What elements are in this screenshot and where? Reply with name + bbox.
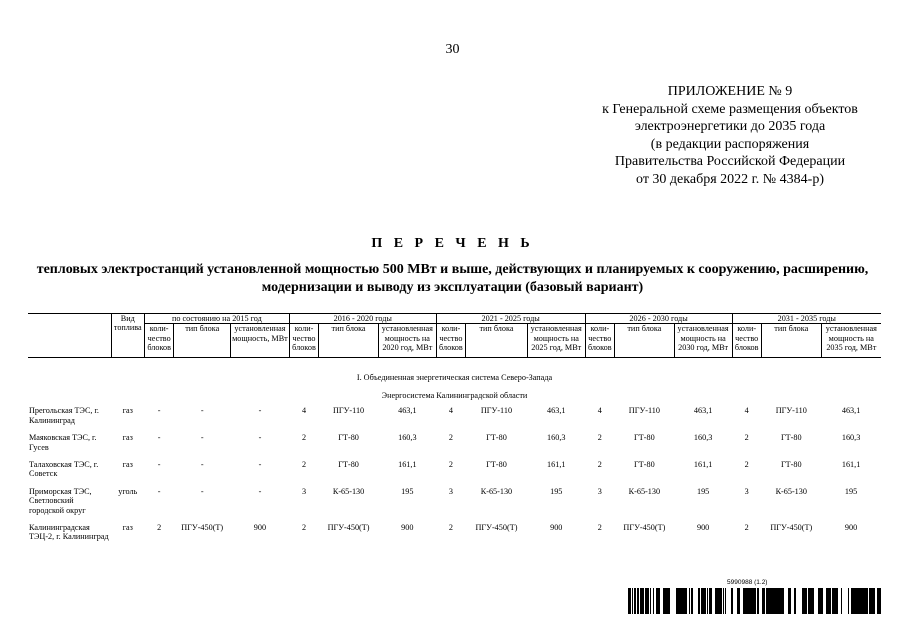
barcode-bar bbox=[628, 588, 629, 614]
barcode-bar bbox=[648, 588, 649, 614]
header-period: 2016 - 2020 годы bbox=[289, 314, 436, 324]
barcode-image bbox=[628, 588, 881, 614]
capacity-cell: 900 bbox=[550, 523, 563, 533]
barcode-bar bbox=[822, 588, 823, 614]
unit-type-cell: ПГУ-110 bbox=[775, 406, 807, 416]
capacity-cell: 900 bbox=[253, 523, 267, 533]
barcode-bar bbox=[777, 588, 780, 614]
barcode-bar bbox=[737, 588, 740, 614]
header-capacity: установленная мощность на 2030 год, МВт bbox=[674, 324, 732, 358]
barcode-bar bbox=[630, 588, 631, 614]
unit-count-cell: 2 bbox=[448, 433, 453, 443]
unit-type-cell: ГТ-80 bbox=[338, 433, 359, 443]
barcode-bar bbox=[757, 588, 758, 614]
document-title: П Е Р Е Ч Е Н Ь bbox=[371, 236, 534, 251]
barcode-bar bbox=[832, 588, 833, 614]
header-name-cell bbox=[28, 314, 111, 358]
barcode-bar bbox=[788, 588, 790, 614]
unit-count-cell: 2 bbox=[301, 433, 307, 443]
table-row bbox=[28, 487, 881, 523]
unit-count-cell: 4 bbox=[448, 406, 453, 416]
barcode-bar bbox=[758, 588, 759, 614]
barcode-bar bbox=[676, 588, 679, 614]
barcode-bar bbox=[782, 588, 784, 614]
barcode-bar bbox=[689, 588, 690, 614]
header-unit-type: тип блока bbox=[615, 324, 675, 358]
barcode-bar bbox=[710, 588, 711, 614]
barcode-bar bbox=[718, 588, 719, 614]
barcode-bar bbox=[780, 588, 781, 614]
header-capacity: установленная мощность, МВт bbox=[231, 324, 290, 358]
header-period: по состоянию на 2015 год bbox=[144, 314, 289, 324]
unit-count-cell: - bbox=[157, 486, 161, 496]
unit-type-cell: ГТ-80 bbox=[486, 460, 507, 470]
capacity-cell: 900 bbox=[696, 523, 710, 533]
barcode-bar bbox=[773, 588, 775, 614]
barcode-bar bbox=[721, 588, 722, 614]
barcode-bar bbox=[862, 588, 864, 614]
barcode-bar bbox=[770, 588, 771, 614]
unit-type-cell: ПГУ-450(Т) bbox=[475, 523, 518, 533]
appendix-line: (в редакции распоряжения bbox=[650, 136, 810, 152]
unit-count-cell: 2 bbox=[301, 523, 307, 533]
plant-name: Маяковская ТЭС, г. Гусев bbox=[29, 433, 97, 452]
barcode-bar bbox=[663, 588, 664, 614]
barcode-bar bbox=[679, 588, 680, 614]
barcode-bar bbox=[704, 588, 705, 614]
plant-name: Калининградская ТЭЦ-2, г. Калининград bbox=[29, 523, 109, 542]
unit-count-cell: 2 bbox=[744, 433, 749, 443]
unit-type-cell: - bbox=[200, 433, 204, 443]
barcode-bar bbox=[864, 588, 865, 614]
appendix-line: электроэнергетики до 2035 года bbox=[634, 119, 826, 134]
unit-count-cell: 2 bbox=[744, 460, 749, 470]
unit-count-cell: 2 bbox=[301, 460, 307, 470]
unit-count-cell: 4 bbox=[301, 406, 307, 416]
barcode-bar bbox=[686, 588, 687, 614]
unit-type-cell: ПГУ-450(Т) bbox=[770, 523, 813, 533]
unit-count-cell: 3 bbox=[448, 486, 453, 496]
barcode-bar bbox=[715, 588, 718, 614]
capacity-cell: 195 bbox=[844, 486, 858, 496]
barcode-bar bbox=[768, 588, 769, 614]
barcode-bar bbox=[665, 588, 667, 614]
header-unit-type: тип блока bbox=[319, 324, 379, 358]
header-capacity: установленная мощность на 2020 год, МВт bbox=[378, 324, 436, 358]
unit-count-cell: 2 bbox=[448, 460, 453, 470]
barcode-bar bbox=[834, 588, 835, 614]
fuel-type: газ bbox=[122, 460, 133, 470]
header-unit-count: коли-чество блоков bbox=[144, 324, 173, 358]
barcode-bar bbox=[841, 588, 842, 614]
header-unit-count: коли-чество блоков bbox=[289, 324, 318, 358]
unit-type-cell: К-65-130 bbox=[332, 486, 365, 496]
unit-count-cell: 2 bbox=[597, 433, 602, 443]
table-header bbox=[28, 314, 881, 358]
barcode-bar bbox=[637, 588, 638, 614]
capacity-cell: - bbox=[258, 460, 262, 470]
unit-type-cell: - bbox=[200, 486, 204, 496]
unit-type-cell: ПГУ-450(Т) bbox=[181, 523, 224, 533]
barcode-bar bbox=[808, 588, 811, 614]
capacity-cell: - bbox=[258, 433, 262, 443]
barcode-bar bbox=[746, 588, 749, 614]
barcode-bar bbox=[629, 588, 630, 614]
barcode-bar bbox=[830, 588, 831, 614]
capacity-cell: 463,1 bbox=[841, 406, 861, 416]
unit-count-cell: 3 bbox=[301, 486, 307, 496]
plant-name: Талаховская ТЭС, г. Советск bbox=[29, 460, 99, 479]
barcode-bar bbox=[859, 588, 860, 614]
unit-count-cell: 2 bbox=[597, 460, 602, 470]
header-period: 2026 - 2030 годы bbox=[585, 314, 732, 324]
plant-name: Прегольская ТЭС, г. Калининград bbox=[29, 406, 99, 425]
header-unit-count: коли-чество блоков bbox=[436, 324, 465, 358]
barcode-bar bbox=[860, 588, 861, 614]
page-number: 30 bbox=[445, 42, 460, 57]
barcode-bar bbox=[703, 588, 704, 614]
barcode-bar bbox=[835, 588, 837, 614]
unit-count-cell: 2 bbox=[597, 523, 602, 533]
barcode-bar bbox=[866, 588, 867, 614]
capacity-cell: 160,3 bbox=[693, 433, 713, 443]
barcode-bar bbox=[767, 588, 768, 614]
barcode-bar bbox=[668, 588, 670, 614]
barcode-bar bbox=[753, 588, 755, 614]
barcode-bar bbox=[763, 588, 765, 614]
header-unit-type: тип блока bbox=[466, 324, 528, 358]
barcode-bar bbox=[664, 588, 665, 614]
barcode-bar bbox=[707, 588, 708, 614]
barcode-bar bbox=[828, 588, 829, 614]
power-plants-table bbox=[28, 313, 881, 550]
barcode-bar bbox=[656, 588, 658, 614]
capacity-cell: 900 bbox=[401, 523, 414, 533]
table-row bbox=[28, 433, 881, 460]
unit-count-cell: - bbox=[157, 433, 161, 443]
capacity-cell: - bbox=[258, 486, 262, 496]
barcode-bar bbox=[837, 588, 838, 614]
barcode-bar bbox=[805, 588, 806, 614]
unit-count-cell: - bbox=[157, 460, 161, 470]
unit-type-cell: ГТ-80 bbox=[486, 433, 507, 443]
table-body bbox=[28, 358, 881, 550]
barcode-bar bbox=[818, 588, 819, 614]
barcode-bar bbox=[852, 588, 855, 614]
section-title: I. Объединенная энергетическая система Северо-Запада bbox=[356, 373, 553, 382]
barcode-bar bbox=[869, 588, 870, 614]
barcode-bar bbox=[776, 588, 777, 614]
barcode-bar bbox=[769, 588, 770, 614]
capacity-cell: 463,1 bbox=[693, 406, 713, 416]
capacity-cell: 160,3 bbox=[398, 433, 417, 443]
unit-type-cell: ПГУ-110 bbox=[332, 406, 365, 416]
fuel-type: газ bbox=[122, 433, 133, 443]
unit-type-cell: К-65-130 bbox=[628, 486, 661, 496]
barcode-bar bbox=[794, 588, 795, 614]
barcode-bar bbox=[806, 588, 807, 614]
unit-type-cell: ГТ-80 bbox=[634, 433, 655, 443]
barcode-bar bbox=[653, 588, 654, 614]
unit-count-cell: 3 bbox=[744, 486, 749, 496]
unit-type-cell: К-65-130 bbox=[480, 486, 513, 496]
barcode-bar bbox=[701, 588, 703, 614]
unit-count-cell: 2 bbox=[448, 523, 453, 533]
capacity-cell: 195 bbox=[696, 486, 710, 496]
header-fuel: Вид топлива bbox=[111, 314, 144, 358]
barcode-bar bbox=[691, 588, 693, 614]
appendix-line: к Генеральной схеме размещения объектов bbox=[602, 101, 858, 117]
capacity-cell: 195 bbox=[401, 486, 414, 496]
capacity-cell: 195 bbox=[550, 486, 563, 496]
barcode-bar bbox=[681, 588, 684, 614]
unit-count-cell: 3 bbox=[597, 486, 602, 496]
barcode-bar bbox=[878, 588, 880, 614]
unit-type-cell: ГТ-80 bbox=[338, 460, 359, 470]
barcode-bar bbox=[749, 588, 750, 614]
appendix-block bbox=[580, 83, 880, 188]
header-unit-count: коли-чество блоков bbox=[732, 324, 761, 358]
barcode-bar bbox=[698, 588, 699, 614]
barcode-bar bbox=[699, 588, 700, 614]
barcode-bar bbox=[813, 588, 814, 614]
fuel-type: газ bbox=[122, 406, 133, 416]
barcode-bar bbox=[646, 588, 648, 614]
appendix-line: Правительства Российской Федерации bbox=[614, 154, 846, 169]
barcode-bar bbox=[877, 588, 878, 614]
header-period: 2021 - 2025 годы bbox=[436, 314, 585, 324]
barcode-bar bbox=[634, 588, 636, 614]
barcode-bar bbox=[867, 588, 868, 614]
table-row bbox=[28, 460, 881, 487]
document-subtitle: тепловых электростанций установленной мощностью 500 МВт и выше, действующих и планируемых к сооружению, расширению, модернизации и выводу из эксплуатации (базовый вариант) bbox=[36, 262, 869, 295]
barcode-bar bbox=[873, 588, 875, 614]
table-row bbox=[28, 406, 881, 433]
barcode-bar bbox=[790, 588, 791, 614]
subsection-title: Энергосистема Калининградской области bbox=[381, 391, 528, 400]
unit-type-cell: ПГУ-450(Т) bbox=[327, 523, 370, 533]
header-capacity: установленная мощность на 2035 год, МВт bbox=[821, 324, 881, 358]
barcode-bar bbox=[861, 588, 862, 614]
barcode-bar bbox=[705, 588, 706, 614]
capacity-cell: 161,1 bbox=[841, 460, 861, 470]
capacity-cell: 161,1 bbox=[693, 460, 713, 470]
barcode-bar bbox=[858, 588, 859, 614]
barcode-bar bbox=[781, 588, 782, 614]
barcode-bar bbox=[771, 588, 773, 614]
barcode-bar bbox=[680, 588, 681, 614]
barcode-bar bbox=[802, 588, 805, 614]
fuel-type: уголь bbox=[118, 486, 138, 496]
barcode-bar bbox=[827, 588, 828, 614]
capacity-cell: 160,3 bbox=[841, 433, 861, 443]
barcode-bar bbox=[766, 588, 767, 614]
header-unit-type: тип блока bbox=[174, 324, 231, 358]
barcode-bar bbox=[821, 588, 822, 614]
header-capacity: установленная мощность на 2025 год, МВт bbox=[527, 324, 585, 358]
barcode-bar bbox=[725, 588, 726, 614]
capacity-cell: 900 bbox=[844, 523, 858, 533]
barcode-bar bbox=[819, 588, 821, 614]
capacity-cell: 161,1 bbox=[547, 460, 566, 470]
unit-type-cell: ПГУ-110 bbox=[480, 406, 513, 416]
unit-count-cell: 2 bbox=[157, 523, 162, 533]
capacity-cell: 463,1 bbox=[398, 406, 417, 416]
unit-type-cell: ГТ-80 bbox=[634, 460, 655, 470]
barcode-bar bbox=[829, 588, 830, 614]
header-unit-count: коли-чество блоков bbox=[585, 324, 614, 358]
barcode-bar bbox=[851, 588, 852, 614]
barcode-bar bbox=[719, 588, 721, 614]
unit-type-cell: ПГУ-450(Т) bbox=[623, 523, 666, 533]
header-unit-type: тип блока bbox=[761, 324, 821, 358]
capacity-cell: 160,3 bbox=[547, 433, 566, 443]
barcode-bar bbox=[709, 588, 710, 614]
barcode-bar bbox=[640, 588, 642, 614]
barcode-bar bbox=[642, 588, 644, 614]
barcode-bar bbox=[826, 588, 827, 614]
barcode-bar bbox=[658, 588, 659, 614]
unit-count-cell: - bbox=[157, 406, 161, 416]
barcode-bar bbox=[848, 588, 849, 614]
unit-count-cell: 2 bbox=[744, 523, 749, 533]
capacity-cell: - bbox=[258, 406, 262, 416]
barcode-bar bbox=[833, 588, 834, 614]
unit-type-cell: - bbox=[200, 460, 204, 470]
barcode-bar bbox=[775, 588, 776, 614]
barcode-bar bbox=[684, 588, 686, 614]
barcode-bar bbox=[645, 588, 646, 614]
unit-type-cell: ГТ-80 bbox=[780, 460, 802, 470]
barcode-bar bbox=[743, 588, 746, 614]
unit-count-cell: 4 bbox=[597, 406, 602, 416]
fuel-type: газ bbox=[122, 523, 133, 533]
appendix-line: ПРИЛОЖЕНИЕ № 9 bbox=[667, 84, 793, 99]
capacity-cell: 463,1 bbox=[547, 406, 566, 416]
barcode-bar bbox=[638, 588, 639, 614]
unit-count-cell: 4 bbox=[744, 406, 749, 416]
barcode-bar bbox=[750, 588, 753, 614]
barcode-bar bbox=[731, 588, 733, 614]
capacity-cell: 161,1 bbox=[398, 460, 417, 470]
barcode-bar bbox=[762, 588, 763, 614]
barcode-bar bbox=[723, 588, 724, 614]
barcode-bar bbox=[870, 588, 873, 614]
barcode-bar bbox=[667, 588, 668, 614]
barcode-bar bbox=[650, 588, 651, 614]
barcode-bar bbox=[811, 588, 813, 614]
plant-name: Приморская ТЭС, Светловский городской округ bbox=[29, 486, 92, 515]
unit-type-cell: ГТ-80 bbox=[780, 433, 802, 443]
barcode-bar bbox=[795, 588, 796, 614]
header-period: 2031 - 2035 годы bbox=[732, 314, 881, 324]
table-row bbox=[28, 523, 881, 550]
barcode-bar bbox=[880, 588, 881, 614]
unit-type-cell: К-65-130 bbox=[775, 486, 807, 496]
barcode-bar bbox=[755, 588, 756, 614]
unit-type-cell: ПГУ-110 bbox=[628, 406, 660, 416]
barcode-bar bbox=[711, 588, 712, 614]
barcode-bar bbox=[632, 588, 633, 614]
barcode-label: 5990988 (1.2) bbox=[727, 579, 768, 586]
barcode-bar bbox=[865, 588, 866, 614]
barcode-bar bbox=[659, 588, 660, 614]
unit-type-cell: - bbox=[200, 406, 204, 416]
appendix-line: от 30 декабря 2022 г. № 4384-р) bbox=[636, 171, 824, 187]
barcode-bar bbox=[855, 588, 858, 614]
